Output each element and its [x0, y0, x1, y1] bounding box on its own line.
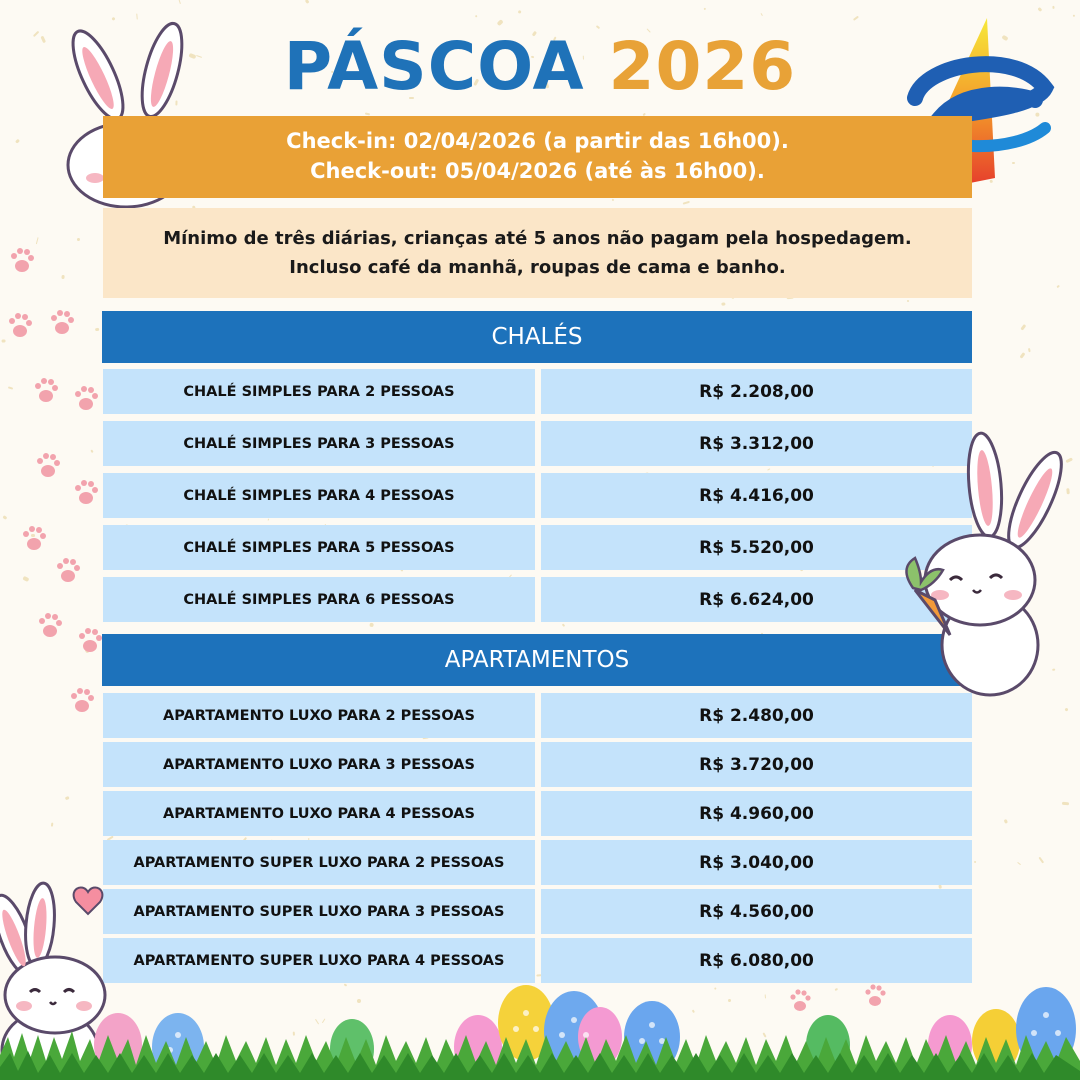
- background-speck: [15, 139, 19, 143]
- background-speck: [1017, 862, 1021, 865]
- info-line-1: Mínimo de três diárias, crianças até 5 anos não pagam pela hospedagem.: [163, 228, 912, 249]
- background-speck: [518, 10, 522, 14]
- background-speck: [475, 15, 478, 18]
- row-price: R$ 3.312,00: [541, 421, 972, 466]
- background-speck: [1020, 353, 1025, 359]
- background-speck: [1062, 802, 1069, 806]
- table-row: [103, 577, 972, 622]
- background-speck: [612, 199, 615, 201]
- background-speck: [1073, 15, 1075, 17]
- row-price: R$ 3.720,00: [541, 742, 972, 787]
- background-speck: [703, 8, 705, 11]
- table-row: [103, 791, 972, 836]
- row-label: APARTAMENTO SUPER LUXO PARA 3 PESSOAS: [103, 889, 535, 934]
- title-word: PÁSCOA: [283, 28, 585, 105]
- table-row: [103, 889, 972, 934]
- row-label: CHALÉ SIMPLES PARA 6 PESSOAS: [103, 577, 535, 622]
- background-speck: [766, 469, 769, 472]
- row-label: APARTAMENTO LUXO PARA 4 PESSOAS: [103, 791, 535, 836]
- background-speck: [365, 112, 371, 115]
- info-band: [103, 208, 972, 298]
- checkin-checkout-band: [103, 116, 972, 198]
- bunny-with-carrot-icon: [895, 430, 1075, 700]
- background-speck: [267, 518, 269, 521]
- row-price: R$ 5.520,00: [541, 525, 972, 570]
- background-speck: [51, 823, 53, 828]
- background-speck: [1038, 7, 1043, 12]
- table-row: [103, 742, 972, 787]
- background-speck: [760, 13, 763, 16]
- checkin-text: Check-in: 02/04/2026 (a partir das 16h00).: [286, 129, 789, 153]
- background-speck: [136, 14, 138, 20]
- row-label: APARTAMENTO LUXO PARA 3 PESSOAS: [103, 742, 535, 787]
- row-price: R$ 3.040,00: [541, 840, 972, 885]
- row-price: R$ 6.080,00: [541, 938, 972, 983]
- table-row: [103, 369, 972, 414]
- checkout-text: Check-out: 05/04/2026 (até às 16h00).: [310, 159, 765, 183]
- row-label: APARTAMENTO LUXO PARA 2 PESSOAS: [103, 693, 535, 738]
- row-label: CHALÉ SIMPLES PARA 3 PESSOAS: [103, 421, 535, 466]
- background-speck: [178, 0, 181, 4]
- background-speck: [853, 16, 859, 21]
- background-speck: [1021, 324, 1027, 331]
- row-price: R$ 6.624,00: [541, 577, 972, 622]
- background-speck: [65, 797, 70, 801]
- table-row: [103, 840, 972, 885]
- background-speck: [907, 300, 910, 303]
- apartamentos-heading: APARTAMENTOS: [102, 634, 972, 686]
- row-label: CHALÉ SIMPLES PARA 4 PESSOAS: [103, 473, 535, 518]
- row-price: R$ 4.560,00: [541, 889, 972, 934]
- row-price: R$ 2.208,00: [541, 369, 972, 414]
- row-price: R$ 4.960,00: [541, 791, 972, 836]
- background-speck: [721, 302, 725, 305]
- title-year: 2026: [608, 28, 797, 105]
- background-speck: [683, 202, 690, 206]
- background-speck: [562, 623, 565, 626]
- chales-heading: CHALÉS: [102, 311, 972, 363]
- table-row: [103, 693, 972, 738]
- background-speck: [1052, 5, 1055, 8]
- paw-prints-decoration: [0, 230, 110, 750]
- background-speck: [305, 0, 310, 4]
- row-price: R$ 2.480,00: [541, 693, 972, 738]
- info-line-2: Incluso café da manhã, roupas de cama e banho.: [289, 257, 786, 278]
- background-speck: [974, 860, 977, 863]
- easter-eggs-grass-decoration: [0, 975, 1080, 1080]
- row-label: CHALÉ SIMPLES PARA 5 PESSOAS: [103, 525, 535, 570]
- row-label: APARTAMENTO SUPER LUXO PARA 2 PESSOAS: [103, 840, 535, 885]
- background-speck: [1057, 284, 1061, 288]
- background-speck: [1027, 348, 1030, 353]
- background-speck: [1004, 819, 1008, 824]
- table-row: [103, 421, 972, 466]
- background-speck: [496, 20, 503, 27]
- row-label: APARTAMENTO SUPER LUXO PARA 4 PESSOAS: [103, 938, 535, 983]
- background-speck: [370, 623, 374, 627]
- table-row: [103, 473, 972, 518]
- row-price: R$ 4.416,00: [541, 473, 972, 518]
- row-label: CHALÉ SIMPLES PARA 2 PESSOAS: [103, 369, 535, 414]
- background-speck: [1039, 856, 1044, 862]
- background-speck: [1064, 708, 1068, 712]
- table-row: [103, 525, 972, 570]
